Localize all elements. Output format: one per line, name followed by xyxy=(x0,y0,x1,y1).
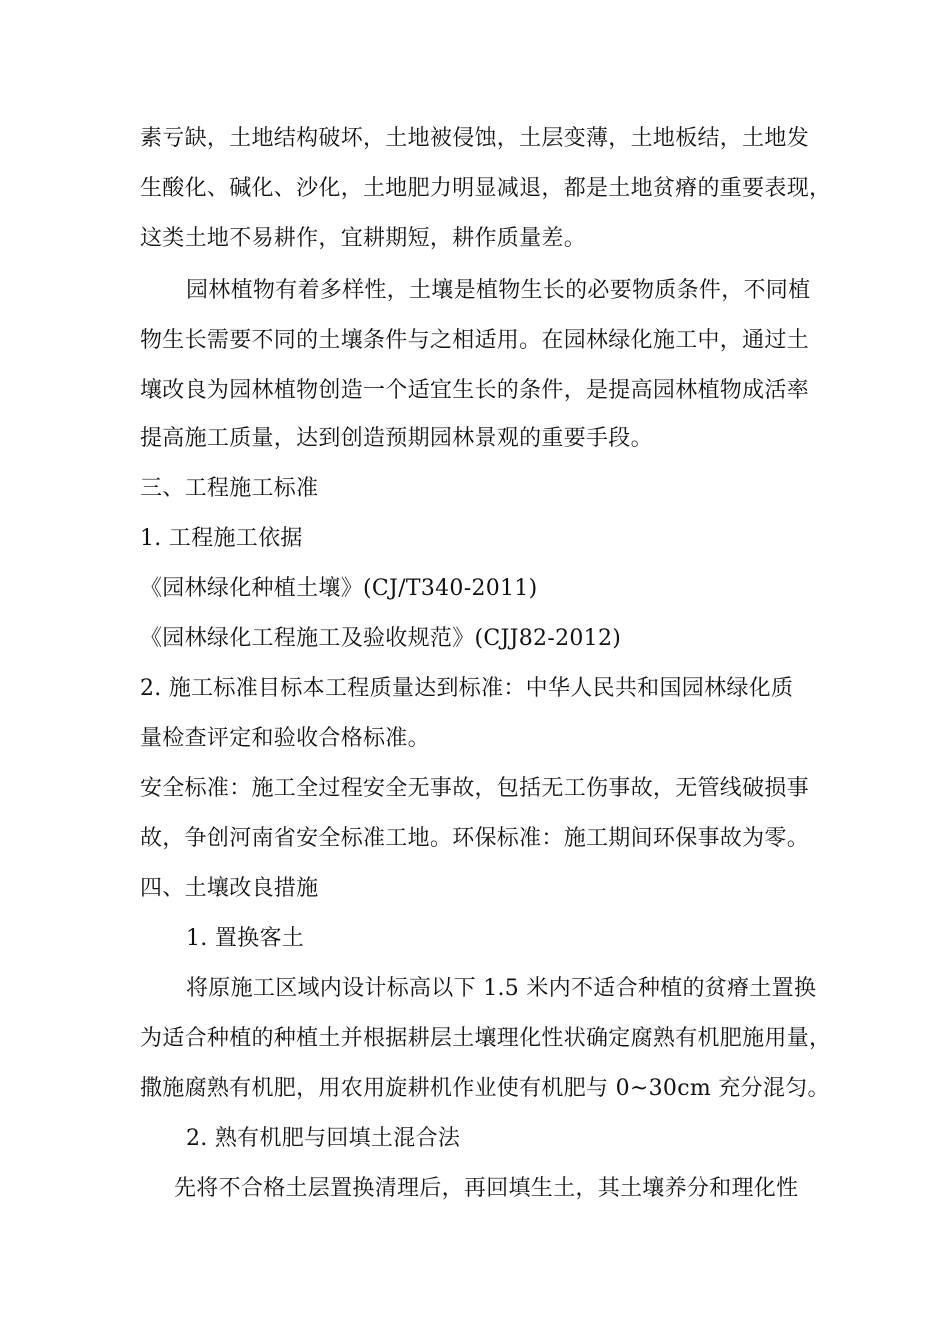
text-line: 这类土地不易耕作，宜耕期短，耕作质量差。 xyxy=(140,226,587,251)
subsection-heading: 1. 工程施工依据 xyxy=(140,526,303,551)
text-line: 先将不合格土层置换清理后，再回填生土，其土壤养分和理化性 xyxy=(174,1176,799,1201)
text-line: 将原施工区域内设计标高以下 1.5 米内不适合种植的贫瘠土置换 xyxy=(186,976,817,1001)
subsection-heading: 2. 熟有机肥与回填土混合法 xyxy=(186,1126,461,1151)
text-line: 故，争创河南省安全标准工地。环保标准：施工期间环保事故为零。 xyxy=(140,826,810,851)
reference-item: 《园林绿化工程施工及验收规范》(CJJ82-2012) xyxy=(140,626,622,651)
section-heading: 三、工程施工标准 xyxy=(140,476,319,501)
text-line: 量检查评定和验收合格标准。 xyxy=(140,726,430,751)
reference-item: 《园林绿化种植土壤》(CJ/T340-2011) xyxy=(140,576,538,601)
text-line: 安全标准：施工全过程安全无事故，包括无工伤事故，无管线破损事 xyxy=(140,776,810,801)
text-line: 提高施工质量，达到创造预期园林景观的重要手段。 xyxy=(140,426,653,451)
text-line: 素亏缺，土地结构破坏，土地被侵蚀，土层变薄，土地板结，土地发 xyxy=(140,126,810,151)
text-line: 2. 施工标准目标本工程质量达到标准：中华人民共和国园林绿化质 xyxy=(140,676,794,701)
text-line: 物生长需要不同的土壤条件与之相适用。在园林绿化施工中，通过土 xyxy=(140,328,810,353)
text-line: 撒施腐熟有机肥，用农用旋耕机作业使有机肥与 0~30cm 充分混匀。 xyxy=(140,1076,830,1101)
subsection-heading: 1. 置换客土 xyxy=(186,926,305,951)
text-line: 生酸化、碱化、沙化，土地肥力明显减退，都是土地贫瘠的重要表现， xyxy=(140,176,832,201)
text-line: 壤改良为园林植物创造一个适宜生长的条件，是提高园林植物成活率 xyxy=(140,378,810,403)
section-heading: 四、土壤改良措施 xyxy=(140,876,319,901)
text-line: 为适合种植的种植土并根据耕层土壤理化性状确定腐熟有机肥施用量， xyxy=(140,1026,832,1051)
text-line: 园林植物有着多样性，土壤是植物生长的必要物质条件，不同植 xyxy=(186,278,811,303)
